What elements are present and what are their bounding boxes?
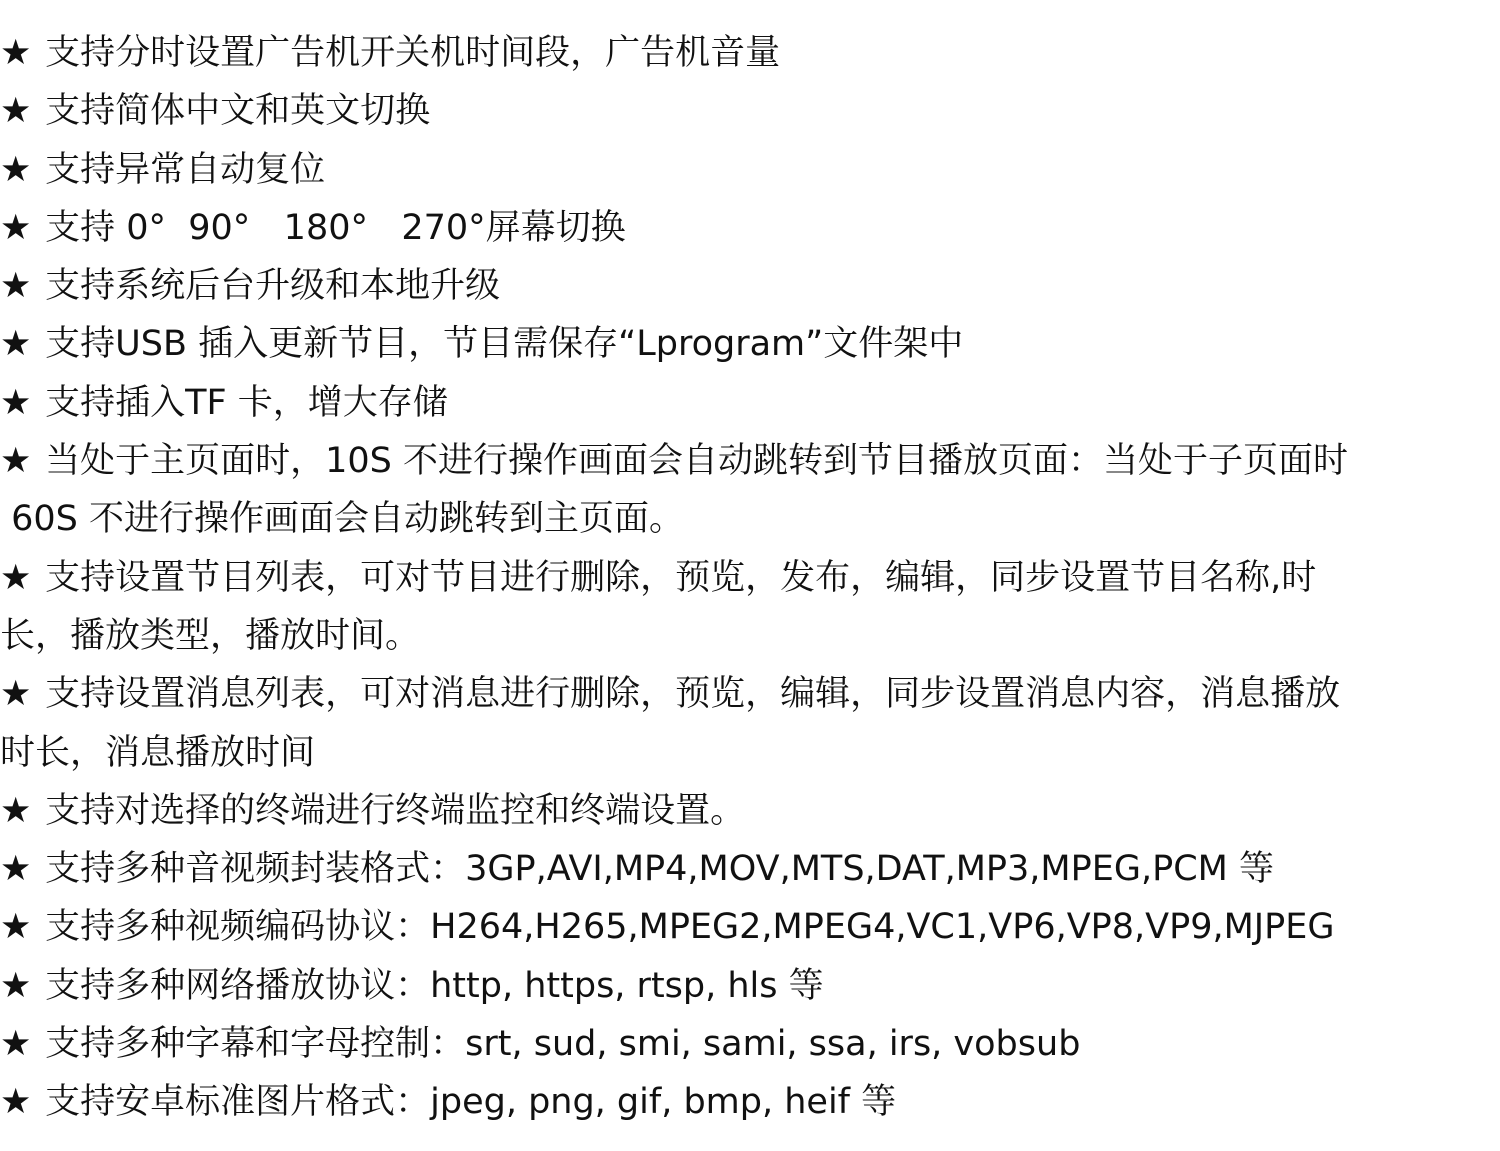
feature-text: 支持分时设置广告机开关机时间段，广告机音量 <box>34 33 781 73</box>
feature-text: 支持多种音视频封装格式：3GP,AVI,MP4,MOV,MTS,DAT,MP3,MPEG,PCM 等 <box>34 849 1274 890</box>
star-icon: ★ <box>0 849 32 890</box>
feature-item <box>0 24 1500 82</box>
feature-text: 支持 0° 90° 180° 270°屏幕切换 <box>34 207 626 248</box>
star-icon: ★ <box>0 790 32 831</box>
feature-text: 支持设置消息列表，可对消息进行删除，预览，编辑，同步设置消息内容，消息播放 时长，消息播放时间 <box>0 674 1341 773</box>
feature-text: 支持多种视频编码协议：H264,H265,MPEG2,MPEG4,VC1,VP6,VP8,VP9,MJPEG <box>34 907 1335 948</box>
feature-item <box>0 1015 1500 1073</box>
star-icon: ★ <box>0 207 32 248</box>
star-icon: ★ <box>0 907 32 948</box>
star-icon: ★ <box>0 1024 32 1065</box>
feature-item <box>0 257 1500 315</box>
star-icon: ★ <box>0 266 32 307</box>
feature-text: 支持简体中文和英文切换 <box>34 91 431 132</box>
feature-item <box>0 898 1500 956</box>
feature-text: 支持异常自动复位 <box>34 149 326 190</box>
feature-text: 支持多种网络播放协议：http, https, rtsp, hls 等 <box>34 965 824 1006</box>
star-icon: ★ <box>0 674 32 715</box>
feature-item <box>0 840 1500 898</box>
feature-item <box>0 665 1500 782</box>
feature-text: 支持系统后台升级和本地升级 <box>34 266 501 307</box>
feature-item <box>0 957 1500 1015</box>
star-icon: ★ <box>0 441 32 482</box>
star-icon: ★ <box>0 382 32 423</box>
star-icon: ★ <box>0 324 32 365</box>
feature-item <box>0 374 1500 432</box>
feature-item <box>0 199 1500 257</box>
feature-text: 支持多种字幕和字母控制：srt, sud, smi, sami, ssa, irs, vobsub <box>34 1024 1081 1065</box>
star-icon: ★ <box>0 557 32 598</box>
star-icon: ★ <box>0 1082 32 1123</box>
feature-list <box>0 24 1500 1132</box>
star-icon: ★ <box>0 91 32 132</box>
feature-item <box>0 82 1500 140</box>
feature-item <box>0 782 1500 840</box>
feature-text: 支持设置节目列表，可对节目进行删除，预览，发布，编辑，同步设置节目名称,时 长，播放类型，播放时间。 <box>0 557 1317 656</box>
feature-text: 支持对选择的终端进行终端监控和终端设置。 <box>34 790 746 831</box>
feature-item <box>0 1073 1500 1131</box>
feature-text: 支持插入TF 卡，增大存储 <box>34 382 448 423</box>
feature-item <box>0 315 1500 373</box>
star-icon: ★ <box>0 965 32 1006</box>
star-icon: ★ <box>0 149 32 190</box>
feature-item <box>0 432 1500 549</box>
feature-item <box>0 141 1500 199</box>
star-icon: ★ <box>0 33 32 73</box>
feature-text: 当处于主页面时，10S 不进行操作画面会自动跳转到节目播放页面：当处于子页面时 60S 不进行操作画面会自动跳转到主页面。 <box>11 441 1349 540</box>
feature-text: 支持安卓标准图片格式：jpeg, png, gif, bmp, heif 等 <box>34 1082 897 1123</box>
feature-item <box>0 549 1500 666</box>
feature-text: 支持USB 插入更新节目，节目需保存“Lprogram”文件架中 <box>34 324 964 365</box>
